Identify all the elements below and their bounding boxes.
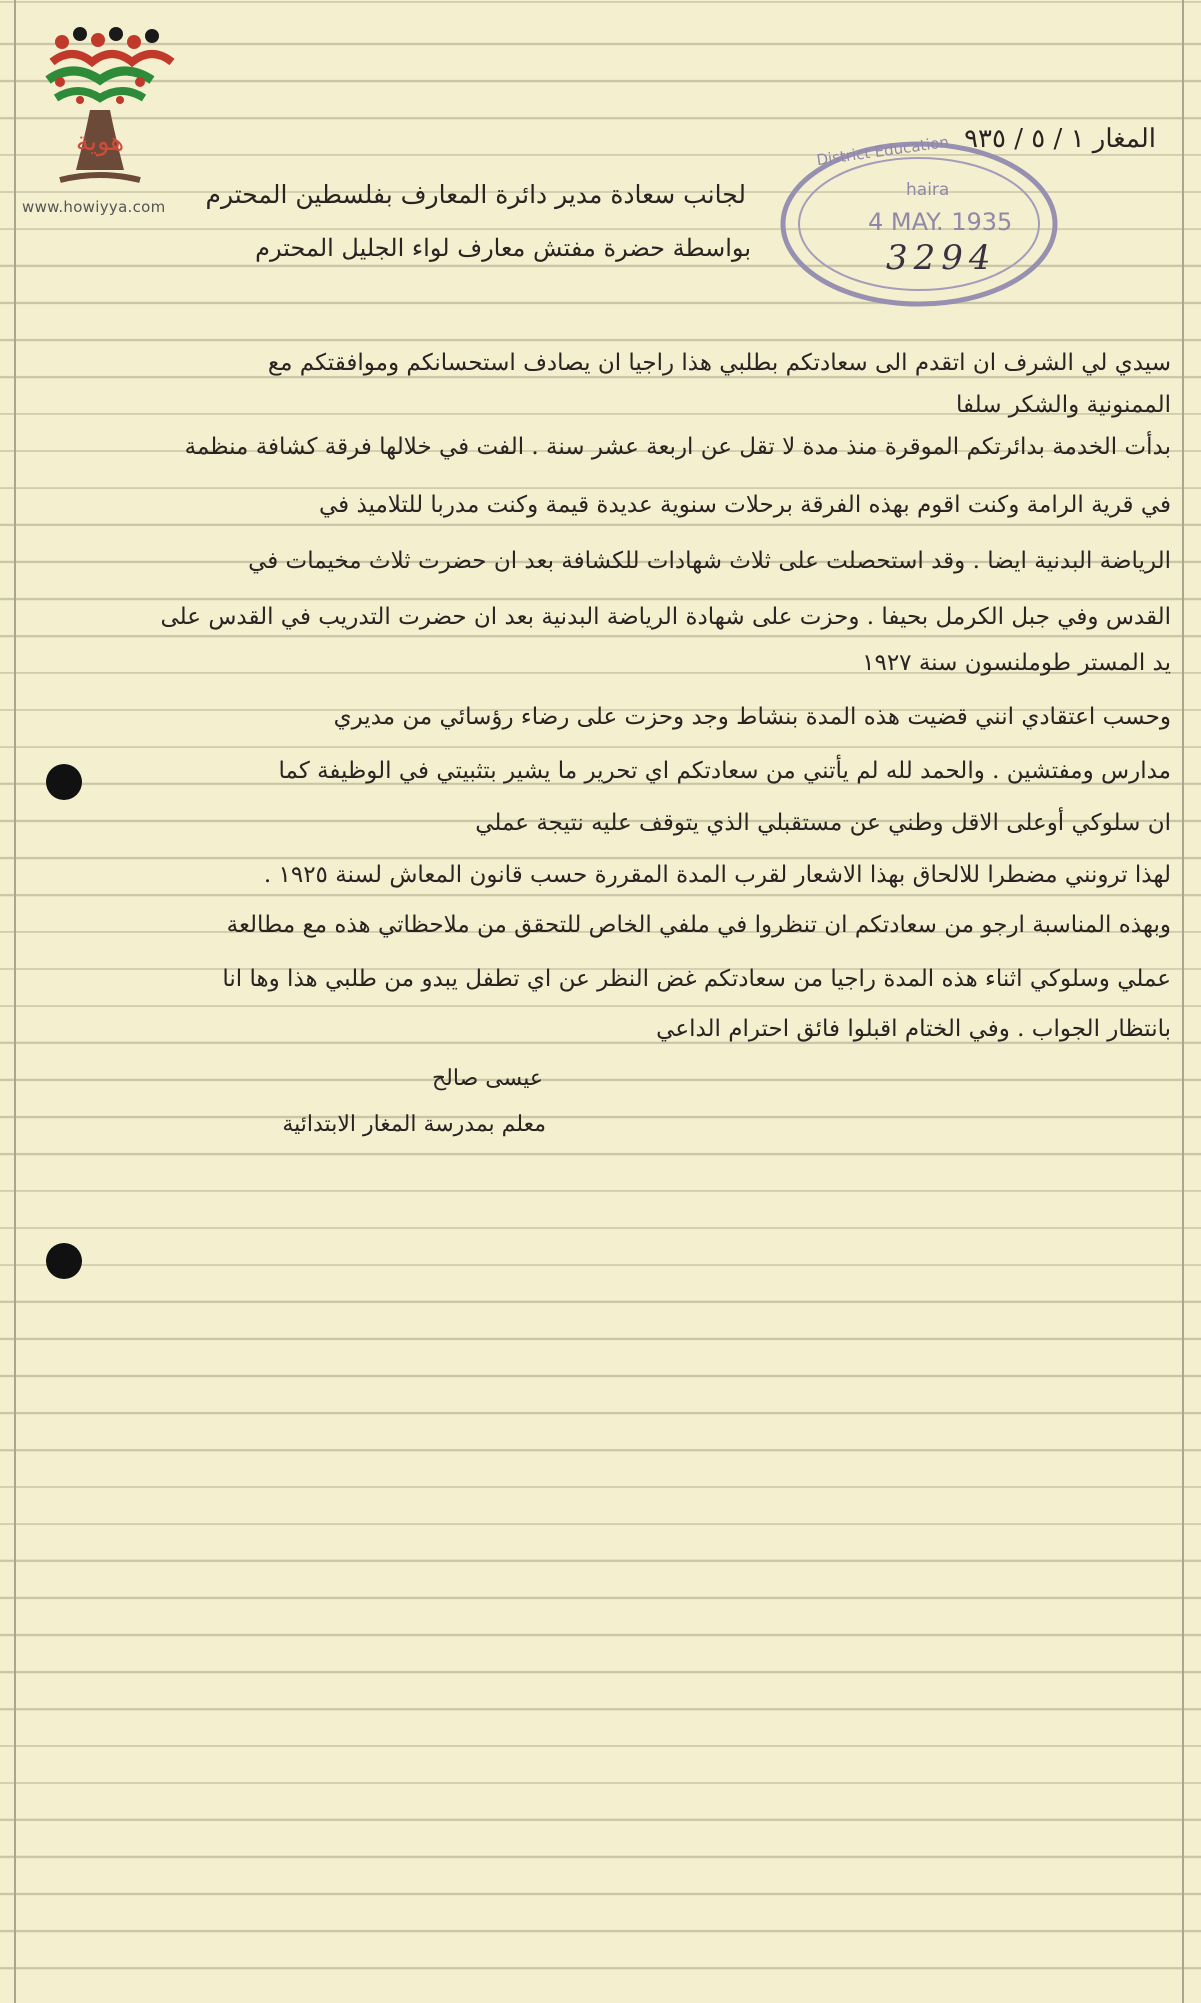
margin-line-right bbox=[1182, 0, 1184, 2003]
signature-title: معلم بمدرسة المغار الابتدائية bbox=[282, 1112, 546, 1137]
body-line: يد المستر طوملنسون سنة ١٩٢٧ bbox=[862, 650, 1171, 676]
stamp-date: 4 MAY. 1935 bbox=[868, 208, 1013, 236]
body-line: الممنونية والشكر سلفا bbox=[955, 392, 1171, 418]
punch-hole-bottom bbox=[46, 1243, 82, 1279]
body-line: بانتظار الجواب . وفي الختام اقبلوا فائق احترام الداعي bbox=[656, 1016, 1171, 1042]
logo-url: www.howiyya.com bbox=[22, 198, 166, 216]
body-line: بدأت الخدمة بدائرتكم الموقرة منذ مدة لا تقل عن اربعة عشر سنة . الفت في خلالها فرقة كشافة منظمة bbox=[184, 434, 1171, 460]
family-tree-logo-icon bbox=[20, 20, 180, 200]
body-line: وحسب اعتقادي انني قضيت هذه المدة بنشاط وجد وحزت على رضاء رؤسائي من مديري bbox=[333, 704, 1171, 730]
body-line: عملي وسلوكي اثناء هذه المدة راجيا من سعادتكم غض النظر عن اي تطفل يبدو من طلبي هذا وها انا bbox=[222, 966, 1171, 992]
svg-text:هوية: هوية bbox=[75, 127, 125, 157]
body-line: في قرية الرامة وكنت اقوم بهذه الفرقة برحلات سنوية عديدة قيمة وكنت مدربا للتلاميذ في bbox=[319, 492, 1171, 518]
received-stamp bbox=[778, 132, 1060, 310]
margin-line-left bbox=[14, 0, 16, 2003]
body-line: مدارس ومفتشين . والحمد لله لم يأتني من سعادتكم اي تحرير ما يشير بتثبيتي في الوظيفة كما bbox=[278, 758, 1171, 784]
signature-name: عيسى صالح bbox=[431, 1066, 543, 1091]
letter-reference: المغار ١ / ٥ / ٩٣٥ bbox=[964, 124, 1156, 154]
howiyya-logo bbox=[20, 20, 180, 215]
addressee-line-1: لجانب سعادة مدير دائرة المعارف بفلسطين المحترم bbox=[205, 180, 746, 209]
stamp-line-1: District Education bbox=[815, 132, 950, 170]
punch-hole-top bbox=[46, 764, 82, 800]
stamp-line-2: haira bbox=[906, 180, 950, 200]
body-line: لهذا ترونني مضطرا للالحاق بهذا الاشعار لقرب المدة المقررة حسب قانون المعاش لسنة ١٩٢٥ . bbox=[263, 862, 1171, 888]
addressee-line-2: بواسطة حضرة مفتش معارف لواء الجليل المحترم bbox=[255, 234, 751, 262]
body-line: ان سلوكي أوعلى الاقل وطني عن مستقبلي الذي يتوقف عليه نتيجة عملي bbox=[475, 810, 1171, 836]
body-line: الرياضة البدنية ايضا . وقد استحصلت على ثلاث شهادات للكشافة بعد ان حضرت ثلاث مخيمات في bbox=[248, 548, 1171, 574]
body-line: سيدي لي الشرف ان اتقدم الى سعادتكم بطلبي هذا راجيا ان يصادف استحسانكم وموافقتكم مع bbox=[267, 350, 1171, 376]
body-line: وبهذه المناسبة ارجو من سعادتكم ان تنظروا في ملفي الخاص للتحقق من ملاحظاتي هذه مع مطالعة bbox=[226, 912, 1171, 938]
stamp-number: 3294 bbox=[886, 238, 997, 278]
body-line: القدس وفي جبل الكرمل بحيفا . وحزت على شهادة الرياضة البدنية بعد ان حضرت التدريب في القدس على bbox=[160, 604, 1171, 630]
